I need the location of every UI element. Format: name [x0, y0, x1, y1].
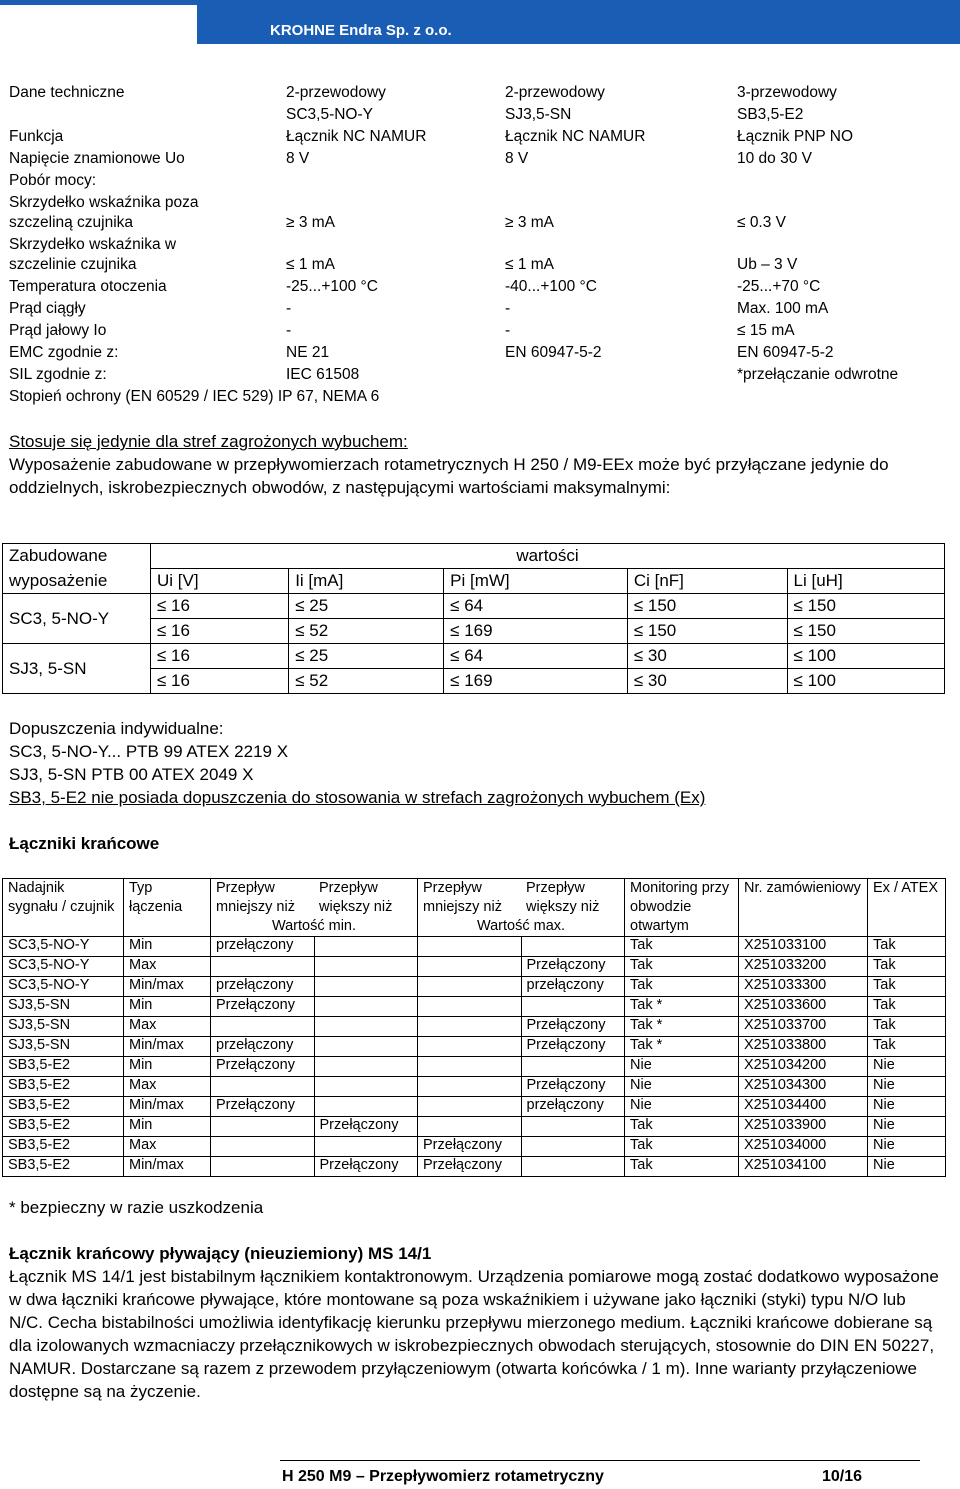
limit-header: Ex / ATEX: [868, 879, 946, 937]
spec-row: [0, 194, 960, 216]
spec-row: [0, 150, 960, 172]
limit-cell: Max: [124, 1017, 211, 1037]
limit-cell: [521, 1157, 625, 1177]
table-row: [3, 1157, 946, 1177]
limit-cell: [314, 957, 418, 977]
limit-cell: Min: [124, 1057, 211, 1077]
values-cell: ≤ 100: [787, 644, 944, 669]
limit-cell: SJ3,5-SN: [3, 997, 124, 1017]
values-cell: ≤ 16: [151, 594, 289, 619]
spec-row: [0, 172, 960, 194]
limit-cell: Tak: [625, 937, 739, 957]
footer-rule: [280, 1460, 920, 1461]
values-group-name: SJ3, 5-SN: [3, 644, 151, 694]
limit-header: Przepływ mniejszy niż: [211, 879, 315, 918]
spec-c3: Ub – 3 V: [737, 256, 798, 273]
limit-cell: Przełączony: [521, 1017, 625, 1037]
limit-cell: SB3,5-E2: [3, 1137, 124, 1157]
spec-c3: EN 60947-5-2: [737, 344, 834, 361]
limit-cell: przełączony: [211, 1037, 315, 1057]
limit-cell: Tak: [625, 977, 739, 997]
spec-c3: ≤ 0.3 V: [737, 214, 787, 231]
limit-cell: Tak: [868, 1037, 946, 1057]
limit-cell: X251034400: [739, 1097, 868, 1117]
limit-heading: Łączniki krańcowe: [9, 834, 160, 853]
spec-c1: 8 V: [286, 150, 310, 167]
limit-cell: [521, 997, 625, 1017]
limit-cell: SC3,5-NO-Y: [3, 957, 124, 977]
limit-cell: [211, 957, 315, 977]
limit-cell: przełączony: [521, 1097, 625, 1117]
limit-footnote: * bezpieczny w razie uszkodzenia: [9, 1198, 264, 1217]
table-row: [3, 937, 946, 957]
ex-text: Wyposażenie zabudowane w przepływomierzach rotametrycznych H 250 / M9-EEx może być przyłączane jedynie do oddzielnych, iskrobezpiecznych obwodów, z następującymi wartościami maksymalnymi:: [9, 455, 889, 497]
spec-c1: 2-przewodowy: [286, 84, 386, 101]
values-cell: ≤ 25: [289, 594, 444, 619]
limit-cell: Tak: [625, 1137, 739, 1157]
limit-cell: [211, 1137, 315, 1157]
limit-cell: [521, 937, 625, 957]
spec-c0: Skrzydełko wskaźnika w: [9, 236, 177, 253]
table-row: [3, 1077, 946, 1097]
limit-cell: [314, 937, 418, 957]
limit-cell: Tak: [625, 1157, 739, 1177]
limit-header: Monitoring przy obwodzie otwartym: [625, 879, 739, 937]
spec-c3: Łącznik PNP NO: [737, 128, 854, 145]
limit-cell: Przełączony: [211, 1057, 315, 1077]
spec-c3: SB3,5-E2: [737, 106, 804, 123]
limit-cell: X251034300: [739, 1077, 868, 1097]
spec-c3: 3-przewodowy: [737, 84, 837, 101]
limit-cell: [418, 1017, 522, 1037]
table-row: [3, 1137, 946, 1157]
spec-row: [0, 322, 960, 344]
limit-cell: SB3,5-E2: [3, 1097, 124, 1117]
table-row: [3, 957, 946, 977]
limit-cell: [211, 1117, 315, 1137]
spec-c2: -: [505, 300, 511, 317]
limit-cell: [521, 1057, 625, 1077]
spec-c2: EN 60947-5-2: [505, 344, 602, 361]
values-cell: ≤ 100: [787, 669, 944, 694]
limit-cell: [211, 1077, 315, 1097]
ms-section: [9, 1242, 939, 1403]
spec-c1: -25...+100 °C: [286, 278, 378, 295]
values-cell: ≤ 25: [289, 644, 444, 669]
spec-c1: Łącznik NC NAMUR: [286, 128, 427, 145]
limit-cell: przełączony: [211, 977, 315, 997]
limit-cell: [211, 1157, 315, 1177]
limit-header: Przepływ większy niż: [521, 879, 625, 918]
values-header: Ii [mA]: [289, 569, 444, 594]
limit-cell: przełączony: [211, 937, 315, 957]
spec-c0: szczelinie czujnika: [9, 256, 137, 273]
spec-c1: ≥ 3 mA: [286, 214, 335, 231]
limit-cell: Min/max: [124, 977, 211, 997]
limit-cell: X251033800: [739, 1037, 868, 1057]
limit-cell: Tak *: [625, 997, 739, 1017]
limit-cell: [418, 1097, 522, 1117]
ex-heading: Stosuje się jedynie dla stref zagrożonych wybuchem:: [9, 432, 408, 451]
limit-cell: Max: [124, 957, 211, 977]
limit-cell: [418, 1037, 522, 1057]
spec-c2: -40...+100 °C: [505, 278, 597, 295]
values-cell: ≤ 150: [627, 594, 787, 619]
limit-cell: SB3,5-E2: [3, 1057, 124, 1077]
limit-cell: [314, 997, 418, 1017]
values-cell: ≤ 52: [289, 619, 444, 644]
approvals-section: [9, 717, 939, 809]
page-number: 10/16: [822, 1468, 863, 1485]
footer-title: H 250 M9 – Przepływomierz rotametryczny: [282, 1468, 604, 1485]
spec-c2: 2-przewodowy: [505, 84, 605, 101]
limit-cell: Nie: [868, 1137, 946, 1157]
spec-row: [0, 84, 960, 106]
limit-header: Przepływ mniejszy niż: [418, 879, 522, 918]
limit-cell: [521, 1137, 625, 1157]
limit-cell: SB3,5-E2: [3, 1117, 124, 1137]
limit-header: Typ łączenia: [124, 879, 211, 937]
spec-c0: Dane techniczne: [9, 84, 125, 101]
values-group-name: SC3, 5-NO-Y: [3, 594, 151, 644]
spec-c1: IEC 61508: [286, 366, 360, 383]
spec-row: [0, 278, 960, 300]
limit-header: Nr. zamówieniowy: [739, 879, 868, 937]
limit-cell: [314, 977, 418, 997]
limit-cell: Nie: [625, 1077, 739, 1097]
spec-c1: NE 21: [286, 344, 330, 361]
limit-cell: Przełączony: [211, 1097, 315, 1117]
limit-cell: [418, 977, 522, 997]
spec-c0: Funkcja: [9, 128, 64, 145]
limit-cell: X251033700: [739, 1017, 868, 1037]
spec-c0: szczeliną czujnika: [9, 214, 134, 231]
limit-cell: Max: [124, 1137, 211, 1157]
limit-cell: Nie: [625, 1057, 739, 1077]
values-table: [2, 543, 945, 694]
limit-cell: Tak: [868, 937, 946, 957]
approvals-line: SB3, 5-E2 nie posiada dopuszczenia do stosowania w strefach zagrożonych wybuchem (Ex): [9, 788, 706, 807]
spec-c2: ≤ 1 mA: [505, 256, 554, 273]
spec-c2: 8 V: [505, 150, 529, 167]
values-header: Pi [mW]: [444, 569, 628, 594]
values-header: Ui [V]: [151, 569, 289, 594]
spec-row: [0, 214, 960, 236]
table-row: [3, 1017, 946, 1037]
values-cell: ≤ 30: [627, 669, 787, 694]
limit-header: Przepływ większy niż: [314, 879, 418, 918]
limit-cell: SC3,5-NO-Y: [3, 977, 124, 997]
limit-subheader-min: Wartość min.: [211, 917, 418, 937]
limit-cell: Przełączony: [314, 1157, 418, 1177]
spec-c0: Napięcie znamionowe Uo: [9, 150, 185, 167]
limit-cell: Przełączony: [418, 1157, 522, 1177]
limit-cell: [418, 997, 522, 1017]
limit-cell: Tak: [868, 977, 946, 997]
limit-cell: Tak: [625, 957, 739, 977]
limit-cell: Przełączony: [521, 957, 625, 977]
limit-cell: Nie: [625, 1097, 739, 1117]
values-col0-header-a: Zabudowane: [3, 544, 151, 569]
spec-c2: Łącznik NC NAMUR: [505, 128, 646, 145]
spec-c3: -25...+70 °C: [737, 278, 821, 295]
limit-cell: X251034100: [739, 1157, 868, 1177]
limit-cell: Tak *: [625, 1017, 739, 1037]
spec-c0: EMC zgodnie z:: [9, 344, 119, 361]
limit-cell: Min/max: [124, 1097, 211, 1117]
limit-cell: SB3,5-E2: [3, 1077, 124, 1097]
limit-cell: [418, 937, 522, 957]
spec-row: [0, 106, 960, 128]
spec-c0: Pobór mocy:: [9, 172, 97, 189]
limit-subheader-max: Wartość max.: [418, 917, 625, 937]
table-row: [3, 977, 946, 997]
limit-cell: Przełączony: [211, 997, 315, 1017]
ex-section: [9, 430, 939, 499]
table-row: [3, 1057, 946, 1077]
values-cell: ≤ 150: [787, 594, 944, 619]
spec-c2: ≥ 3 mA: [505, 214, 554, 231]
ms-heading: Łącznik krańcowy pływający (nieuziemiony) MS 14/1: [9, 1244, 432, 1263]
values-cell: ≤ 150: [627, 619, 787, 644]
limit-cell: X251034000: [739, 1137, 868, 1157]
values-cell: ≤ 30: [627, 644, 787, 669]
spec-row: [0, 236, 960, 258]
limit-cell: [314, 1057, 418, 1077]
limit-cell: Tak: [868, 1017, 946, 1037]
limit-cell: [418, 957, 522, 977]
spec-row: [0, 344, 960, 366]
limit-cell: Nie: [868, 1057, 946, 1077]
spec-c1: SC3,5-NO-Y: [286, 106, 373, 123]
limit-cell: [314, 1097, 418, 1117]
limit-cell: X251033600: [739, 997, 868, 1017]
limit-cell: SJ3,5-SN: [3, 1037, 124, 1057]
limit-cell: [314, 1137, 418, 1157]
limit-cell: [314, 1017, 418, 1037]
limit-cell: [211, 1017, 315, 1037]
limit-cell: X251033100: [739, 937, 868, 957]
limit-cell: Tak: [625, 1117, 739, 1137]
limit-cell: Przełączony: [521, 1077, 625, 1097]
spec-row: [0, 300, 960, 322]
table-row: [3, 1097, 946, 1117]
spec-c0: Stopień ochrony (EN 60529 / IEC 529) IP 67, NEMA 6: [9, 388, 380, 405]
limit-cell: Max: [124, 1077, 211, 1097]
limit-cell: X251033300: [739, 977, 868, 997]
limit-cell: Min/max: [124, 1157, 211, 1177]
spec-c1: -: [286, 322, 292, 339]
limit-cell: Przełączony: [314, 1117, 418, 1137]
spec-c1: -: [286, 300, 292, 317]
values-cell: ≤ 52: [289, 669, 444, 694]
values-cell: ≤ 169: [444, 669, 628, 694]
values-cell: ≤ 150: [787, 619, 944, 644]
spec-c0: Prąd ciągły: [9, 300, 86, 317]
spec-row: [0, 366, 960, 388]
limit-cell: SJ3,5-SN: [3, 1017, 124, 1037]
spec-row: [0, 128, 960, 150]
spec-c3: 10 do 30 V: [737, 150, 812, 167]
values-col0-header-b: wyposażenie: [3, 569, 151, 594]
limit-cell: [521, 1117, 625, 1137]
values-header: Ci [nF]: [627, 569, 787, 594]
limit-cell: [418, 1117, 522, 1137]
spec-c2: -: [505, 322, 511, 339]
spec-c2: SJ3,5-SN: [505, 106, 572, 123]
limit-cell: [314, 1037, 418, 1057]
limit-cell: Min: [124, 997, 211, 1017]
table-row: [3, 1117, 946, 1137]
spec-c1: ≤ 1 mA: [286, 256, 335, 273]
limit-cell: X251033900: [739, 1117, 868, 1137]
limit-cell: X251033200: [739, 957, 868, 977]
spec-row: [0, 388, 960, 410]
limit-cell: Nie: [868, 1077, 946, 1097]
limit-cell: Tak: [868, 957, 946, 977]
approvals-line: SJ3, 5-SN PTB 00 ATEX 2049 X: [9, 765, 254, 784]
limit-header: Nadajnik sygnału / czujnik: [3, 879, 124, 937]
limit-cell: Tak: [868, 997, 946, 1017]
values-cell: ≤ 169: [444, 619, 628, 644]
values-cell: ≤ 16: [151, 669, 289, 694]
table-row: [3, 997, 946, 1017]
spec-c3: Max. 100 mA: [737, 300, 829, 317]
values-cell: ≤ 16: [151, 619, 289, 644]
spec-c0: Prąd jałowy Io: [9, 322, 107, 339]
spec-row: [0, 256, 960, 278]
limit-cell: Min: [124, 1117, 211, 1137]
approvals-heading: Dopuszczenia indywidualne:: [9, 719, 224, 738]
limit-cell: Nie: [868, 1097, 946, 1117]
limit-cell: Nie: [868, 1157, 946, 1177]
table-row: [3, 1037, 946, 1057]
limit-cell: SC3,5-NO-Y: [3, 937, 124, 957]
limit-cell: [314, 1077, 418, 1097]
approvals-line: SC3, 5-NO-Y... PTB 99 ATEX 2219 X: [9, 742, 289, 761]
limit-cell: SB3,5-E2: [3, 1157, 124, 1177]
spec-c0: SIL zgodnie z:: [9, 366, 107, 383]
limit-cell: Min: [124, 937, 211, 957]
limit-cell: [418, 1057, 522, 1077]
company-name: KROHNE Endra Sp. z o.o.: [270, 22, 452, 39]
limit-cell: przełączony: [521, 977, 625, 997]
limit-switch-table: [2, 878, 946, 1177]
values-cell: ≤ 64: [444, 594, 628, 619]
ms-text: Łącznik MS 14/1 jest bistabilnym łącznikiem kontaktronowym. Urządzenia pomiarowe mogą zostać dodatkowo wyposażone w dwa łączniki krańcowe pływające, które montowane są poza wskaźnikiem i używane jako łączniki (styki) typu N/O lub N/C. Cecha bistabilności umożliwia identyfikację kierunku przepływu mierzonego medium. Łączniki krańcowe dobierane są dla izolowanych wzmacniaczy przełącznikowych w iskrobezpiecznych obwodach sterujących, stosownie do DIN EN 50227, NAMUR. Dostarczane są razem z przewodem przyłączeniowym (otwarta końcówka / 1 m). Inne warianty przyłączeniowe dostępne są na życzenie.: [9, 1267, 939, 1401]
spec-c0: Skrzydełko wskaźnika poza: [9, 194, 199, 211]
values-header: Li [uH]: [787, 569, 944, 594]
values-group-header: wartości: [151, 544, 945, 569]
spec-c0: Temperatura otoczenia: [9, 278, 167, 295]
values-cell: ≤ 64: [444, 644, 628, 669]
limit-cell: Min/max: [124, 1037, 211, 1057]
limit-cell: Nie: [868, 1117, 946, 1137]
limit-cell: Przełączony: [418, 1137, 522, 1157]
limit-cell: [418, 1077, 522, 1097]
limit-cell: Przełączony: [521, 1037, 625, 1057]
spec-c3: *przełączanie odwrotne: [737, 366, 899, 383]
limit-cell: Tak *: [625, 1037, 739, 1057]
values-cell: ≤ 16: [151, 644, 289, 669]
spec-c3: ≤ 15 mA: [737, 322, 795, 339]
limit-cell: X251034200: [739, 1057, 868, 1077]
